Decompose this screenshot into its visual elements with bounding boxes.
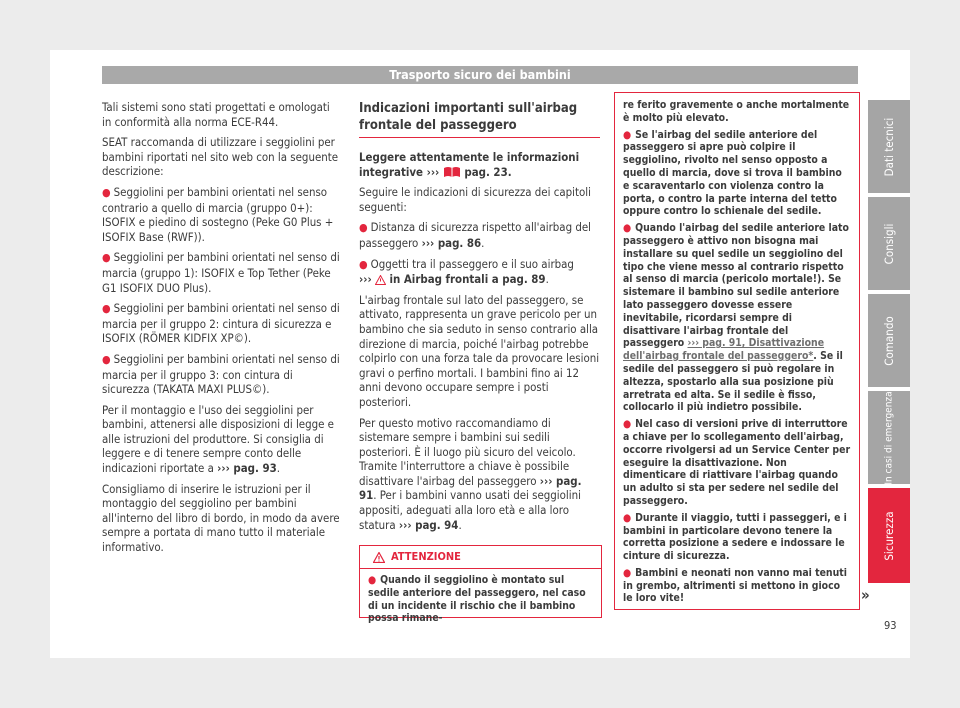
warning-icon	[373, 552, 385, 563]
list-item	[102, 250, 342, 295]
intro-paragraph: Leggere attentamente le informazioni integrative ››› pag. 23.	[359, 150, 580, 179]
column-1	[102, 100, 342, 561]
page-reference-link[interactable]: in Airbag frontali a pag. 89	[385, 272, 546, 287]
intro-text: Leggere attentamente le informazioni integrative	[359, 150, 580, 179]
bullet-icon: ●	[623, 222, 632, 235]
list-item	[623, 418, 851, 508]
page-number: 93	[884, 619, 897, 632]
tab-label: Consigli	[882, 223, 896, 264]
paragraph: Per questo motivo raccomandiamo di sistemare sempre i bambini sui sedili posteriori. È il luogo più sicuro del veicolo. Tramite l'interruttore a chiave è possibile disattivare l'airbag del passeggero ››› pag. 91. Per i bambini vanno usati dei seggiolini appositi, adeguati alla loro età e alla loro statura ››› pag. 94.	[359, 415, 582, 532]
tab-label: Sicurezza	[882, 510, 896, 561]
column-2-body	[359, 150, 600, 538]
warning-box-continued	[614, 92, 860, 610]
bullet-icon: ●	[102, 352, 111, 366]
bullet-icon: ●	[623, 128, 632, 141]
list-item	[623, 567, 851, 605]
paragraph: Tali sistemi sono stati progettati e omologati in conformità alla norma ECE-R44.	[102, 100, 330, 129]
column-2	[359, 100, 600, 134]
bullet-icon: ●	[102, 185, 111, 199]
list-item-text: Nel caso di versioni prive di interruttore a chiave per lo scollegamento dell'airbag, occorre rivolgersi ad un Service Center per eseguire la disattivazione. Non dimenticare di riattivare l'airbag quando un adulto si sta per sedere nel sedile del passeggero.	[623, 418, 851, 507]
list-item-text: Seggiolini per bambini orientati nel senso di marcia per il gruppo 3: con cintura di sicurezza (TAKATA MAXI PLUS©).	[102, 351, 340, 397]
paragraph-text: . Per i bambini vanno usati dei seggiolini appositi, adeguati alla loro età e alla loro statura	[359, 488, 581, 532]
paragraph: Seguire le indicazioni di sicurezza dei capitoli seguenti:	[359, 185, 591, 214]
tab-label: Dati tecnici	[882, 117, 896, 176]
bullet-icon: ●	[623, 566, 632, 579]
list-item: ● Distanza di sicurezza rispetto all'airbag del passeggero ››› pag. 86.	[359, 220, 592, 250]
list-item-text: . Se il sedile del passeggero si può regolare in altezza, spostarlo alla sua posizione più arretrata ed alta. Se il sedile è fisso, collocarlo il più indietro possibile.	[623, 350, 843, 414]
warning-box	[359, 545, 602, 625]
bullet-icon: ●	[623, 511, 632, 524]
warning-text: Quando il seggiolino è montato sul sedile anteriore del passeggero, nel caso di un incidente il rischio che il bambino possa rimane-	[368, 574, 586, 625]
paragraph-text: Per il montaggio e l'uso dei seggiolini per bambini, attenersi alle disposizioni di legge e alle istruzioni del produttore. Si consiglia di leggere e di tenere sempre conto delle indicazioni riportate a	[102, 402, 334, 476]
list-item-text: Seggiolini per bambini orientati nel senso di marcia (gruppo 1): ISOFIX e Top Tether (Peke G1 ISOFIX DUO Plus).	[102, 250, 340, 295]
list-item-text: Seggiolini per bambini orientati nel senso di marcia per il gruppo 2: cintura di sicurezza e ISOFIX (RÖMER KIDFIX XP©).	[102, 301, 340, 346]
warning-box-body	[615, 93, 859, 605]
list-item-text: Quando l'airbag del sedile anteriore lato passeggero è attivo non bisogna mai installare su quel sedile un seggiolino del tipo che viene messo al contrario rispetto al senso di marcia (pericolo mortale!). Se sistemare il bambino sul sedile anteriore lato passeggero dovesse essere inevitabile, ricordarsi sempre di disattivare l'airbag frontale del passeggero	[623, 222, 849, 350]
page-header: Trasporto sicuro dei bambini	[102, 66, 858, 84]
list-item	[623, 222, 851, 414]
paragraph: SEAT raccomanda di utilizzare i seggiolini per bambini riportati nel sito web con la seguente descrizione:	[102, 135, 339, 179]
list-item-text: Se l'airbag del sedile anteriore del passeggero si apre può colpire il seggiolino, rivolto nel senso opposto a quello di marcia, dove si trova il bambino e scaraventarlo con violenza contro la porta, o contro la parte interna del tetto oppure contro lo schienale del sedile.	[623, 128, 842, 218]
paragraph-text: Per questo motivo raccomandiamo di sistemare sempre i bambini sui sedili posteriori. È il luogo più sicuro del veicolo. Tramite l'interruttore a chiave è possibile disattivare l'airbag del passeggero	[359, 415, 576, 488]
list-item-text: Bambini e neonati non vanno mai tenuti in grembo, altrimenti si mettono in gioco le loro vite!	[623, 566, 847, 605]
ref-arrows: ›››	[426, 164, 443, 179]
list-item: ● Oggetti tra il passeggero e il suo airbag ››› in Airbag frontali a pag. 89.	[359, 256, 574, 287]
page-reference-link[interactable]: ››› pag. 86	[421, 235, 482, 250]
tab-label: In casi di emergenza	[883, 390, 895, 485]
section-title: Indicazioni importanti sull'airbag frontale del passeggero	[359, 101, 578, 133]
list-item-text: Seggiolini per bambini orientati nel senso contrario a quello di marcia (gruppo 0+): ISOFIX e piedino di sostegno (Peke G0 Plus + ISOFIX Base (RWF)).	[102, 184, 334, 244]
warning-icon	[375, 275, 386, 285]
bullet-icon: ●	[359, 221, 368, 235]
page-reference-link[interactable]: ››› pag. 93	[217, 461, 277, 476]
list-item	[102, 352, 342, 397]
tab-consigli[interactable]	[868, 197, 910, 290]
list-item	[102, 301, 342, 346]
bullet-icon: ●	[359, 257, 368, 271]
paragraph: Consigliamo di inserire le istruzioni per il montaggio del seggiolino per bambini all'interno del libro di bordo, in modo da avere sempre a portata di mano tutto il materiale informativo.	[102, 481, 340, 555]
paragraph: L'airbag frontale sul lato del passeggero, se attivato, rappresenta un grave pericolo per un bambino che sia seduto in senso contrario alla direzione di marcia, poiché l'airbag potrebbe colpirlo con una forza tale da provocare lesioni gravi o perfino mortali. I bambini fino ai 12 anni devono occupare sempre i posti posteriori.	[359, 292, 600, 409]
divider	[359, 137, 600, 138]
tab-label: Comando	[882, 315, 896, 366]
tab-sicurezza[interactable]	[868, 488, 910, 583]
chapter-tabs	[868, 100, 910, 587]
list-item	[102, 185, 342, 244]
page-reference-link[interactable]: ››› pag. 91, Disattivazione dell'airbag frontale del passeggero*	[623, 337, 825, 363]
warning-header	[360, 546, 601, 569]
page-reference-link[interactable]: pag. 23	[460, 164, 508, 179]
ref-arrows: ›››	[359, 272, 372, 287]
list-item	[623, 129, 851, 219]
page-reference-link[interactable]: ››› pag. 91	[359, 473, 582, 503]
list-item-text: Durante il viaggio, tutti i passeggeri, e i bambini in particolare devono tenere la corretta posizione a sedere e indossare le cinture di sicurezza.	[623, 511, 847, 563]
tab-in-casi-di-emergenza[interactable]	[868, 391, 910, 484]
bullet-icon: ●	[623, 418, 632, 431]
list-item	[623, 512, 851, 563]
warning-title: ATTENZIONE	[391, 550, 461, 563]
tab-dati-tecnici[interactable]	[868, 100, 910, 193]
page-reference-link[interactable]: ››› pag. 94	[398, 517, 459, 532]
continue-icon: »	[861, 586, 870, 604]
paragraph: Per il montaggio e l'uso dei seggiolini per bambini, attenersi alle disposizioni di legge e alle istruzioni del produttore. Si consiglia di leggere e di tenere sempre conto delle indicazioni riportate a ››› pag. 93.	[102, 402, 334, 476]
bullet-icon: ●	[102, 251, 111, 265]
book-icon	[443, 166, 461, 178]
warning-body	[360, 569, 601, 625]
bullet-icon: ●	[102, 302, 111, 316]
list-item-text: Oggetti tra il passeggero e il suo airbag	[370, 256, 574, 271]
bullet-icon: ●	[368, 574, 377, 586]
tab-comando[interactable]	[868, 294, 910, 387]
paragraph: re ferito gravemente o anche mortalmente è molto più elevato.	[623, 99, 850, 124]
list-item-text: Distanza di sicurezza rispetto all'airbag del passeggero	[359, 220, 592, 250]
